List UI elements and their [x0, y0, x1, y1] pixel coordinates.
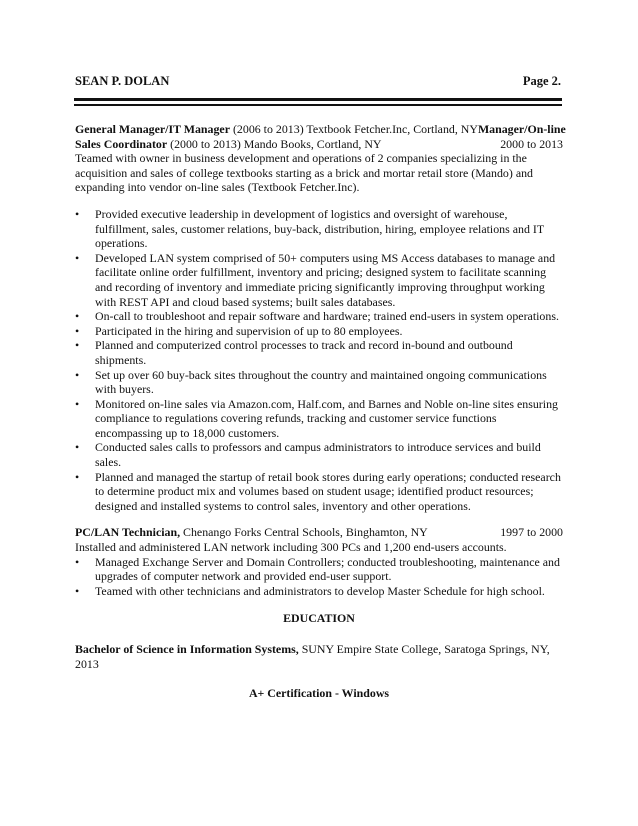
certification: A+ Certification - Windows: [248, 686, 390, 701]
job-1-header-line-2: [75, 137, 563, 152]
degree-line: [75, 642, 563, 671]
list-item: • Provided executive leadership in development of logistics and oversight of warehouse, fulfillment, sales, customer relations, buy-back, distribution, hiring, employee relations and IT operations.: [75, 206, 544, 251]
job-entry-1: [75, 122, 566, 513]
degree-title: Bachelor of Science in Information Systems,: [75, 642, 299, 656]
list-item: • Managed Exchange Server and Domain Controllers; conducted troubleshooting, maintenance and upgrades of computer network and provided end-user support.: [75, 554, 560, 584]
job-1-second-detail: (2000 to 2013) Mando Books, Cortland, NY: [167, 136, 382, 151]
bullet-icon: •: [75, 554, 80, 569]
job-1-second-title-cont: Sales Coordinator: [75, 136, 168, 151]
list-item: • Monitored on-line sales via Amazon.com, Half.com, and Barnes and Noble on-line sites ensuring compliance to regulations covering refunds, tracking and customer service functions encompassing up to 18,000 customers.: [75, 396, 558, 440]
list-item: • Developed LAN system comprised of 50+ computers using MS Access databases to manage and facilitate online order fulfillment, inventory and pricing; designed system to facilitate scanning and recording of inventory and immediate pricing significantly improving throughput working with REST API and cloud based systems; built sales databases.: [75, 250, 556, 309]
bullet-icon: •: [75, 440, 80, 455]
list-item: • On-call to troubleshoot and repair software and hardware; trained end-users in system operations.: [75, 309, 559, 324]
page-header: [75, 74, 561, 89]
page-number: Page 2.: [522, 74, 561, 88]
list-item: • Set up over 60 buy-back sites throughout the country and maintained ongoing communications with buyers.: [75, 367, 547, 397]
bullet-icon: •: [75, 469, 80, 484]
job-2-dates: 1997 to 2000: [500, 525, 563, 540]
bullet-icon: •: [75, 206, 80, 221]
job-2-detail: Chenango Forks Central Schools, Binghamton, NY: [180, 525, 428, 540]
job-1-dates: 2000 to 2013: [500, 136, 563, 151]
job-1-bullets: [75, 207, 563, 513]
job-entry-2: [75, 525, 563, 598]
list-item: • Planned and computerized control processes to track and record in-bound and outbound shipments.: [75, 338, 513, 367]
job-2-title: PC/LAN Technician,: [75, 525, 181, 540]
candidate-name: SEAN P. DOLAN: [75, 74, 170, 88]
bullet-icon: •: [75, 583, 80, 598]
resume-body: [75, 122, 566, 701]
bullet-icon: •: [75, 323, 80, 338]
job-1-second-title: Manager/On-line: [477, 122, 566, 136]
list-item: • Teamed with other technicians and administrators to develop Master Schedule for high school.: [75, 583, 545, 598]
header-rule-thick: [74, 98, 562, 101]
degree-school: SUNY Empire State College, Saratoga Springs, NY, 2013: [75, 642, 550, 671]
job-1-header-line-1: [75, 122, 566, 137]
job-1-title: General Manager/IT Manager: [75, 122, 230, 136]
header-rule-thin: [74, 104, 562, 106]
list-item: • Planned and managed the startup of retail book stores during early operations; conducted research to determine product mix and volumes based on student usage; identified product resources; designed and installed systems to control sales, inventory and other operations.: [75, 469, 561, 513]
bullet-icon: •: [75, 309, 80, 324]
bullet-icon: •: [75, 338, 80, 353]
list-item: • Participated in the hiring and supervision of up to 80 employees.: [75, 323, 403, 338]
job-2-header-line: [75, 525, 563, 540]
job-2-bullets: [75, 555, 563, 599]
bullet-icon: •: [75, 367, 80, 382]
bullet-icon: •: [75, 396, 80, 411]
job-2-summary: Installed and administered LAN network including 300 PCs and 1,200 end-users accounts.: [75, 540, 507, 555]
list-item: • Conducted sales calls to professors and campus administrators to introduce services and build sales.: [75, 440, 541, 470]
job-1-detail: (2006 to 2013) Textbook Fetcher.Inc, Cortland, NY: [230, 122, 478, 136]
job-1-summary: Teamed with owner in business development and operations of 2 companies specializing in the acquisition and sales of college textbooks starting as a brick and mortar retail store (Mando) and expanding into vendor on-line sales (Textbook Fetcher.Inc).: [75, 151, 533, 195]
education-heading: EDUCATION: [283, 611, 355, 626]
bullet-icon: •: [75, 250, 80, 265]
